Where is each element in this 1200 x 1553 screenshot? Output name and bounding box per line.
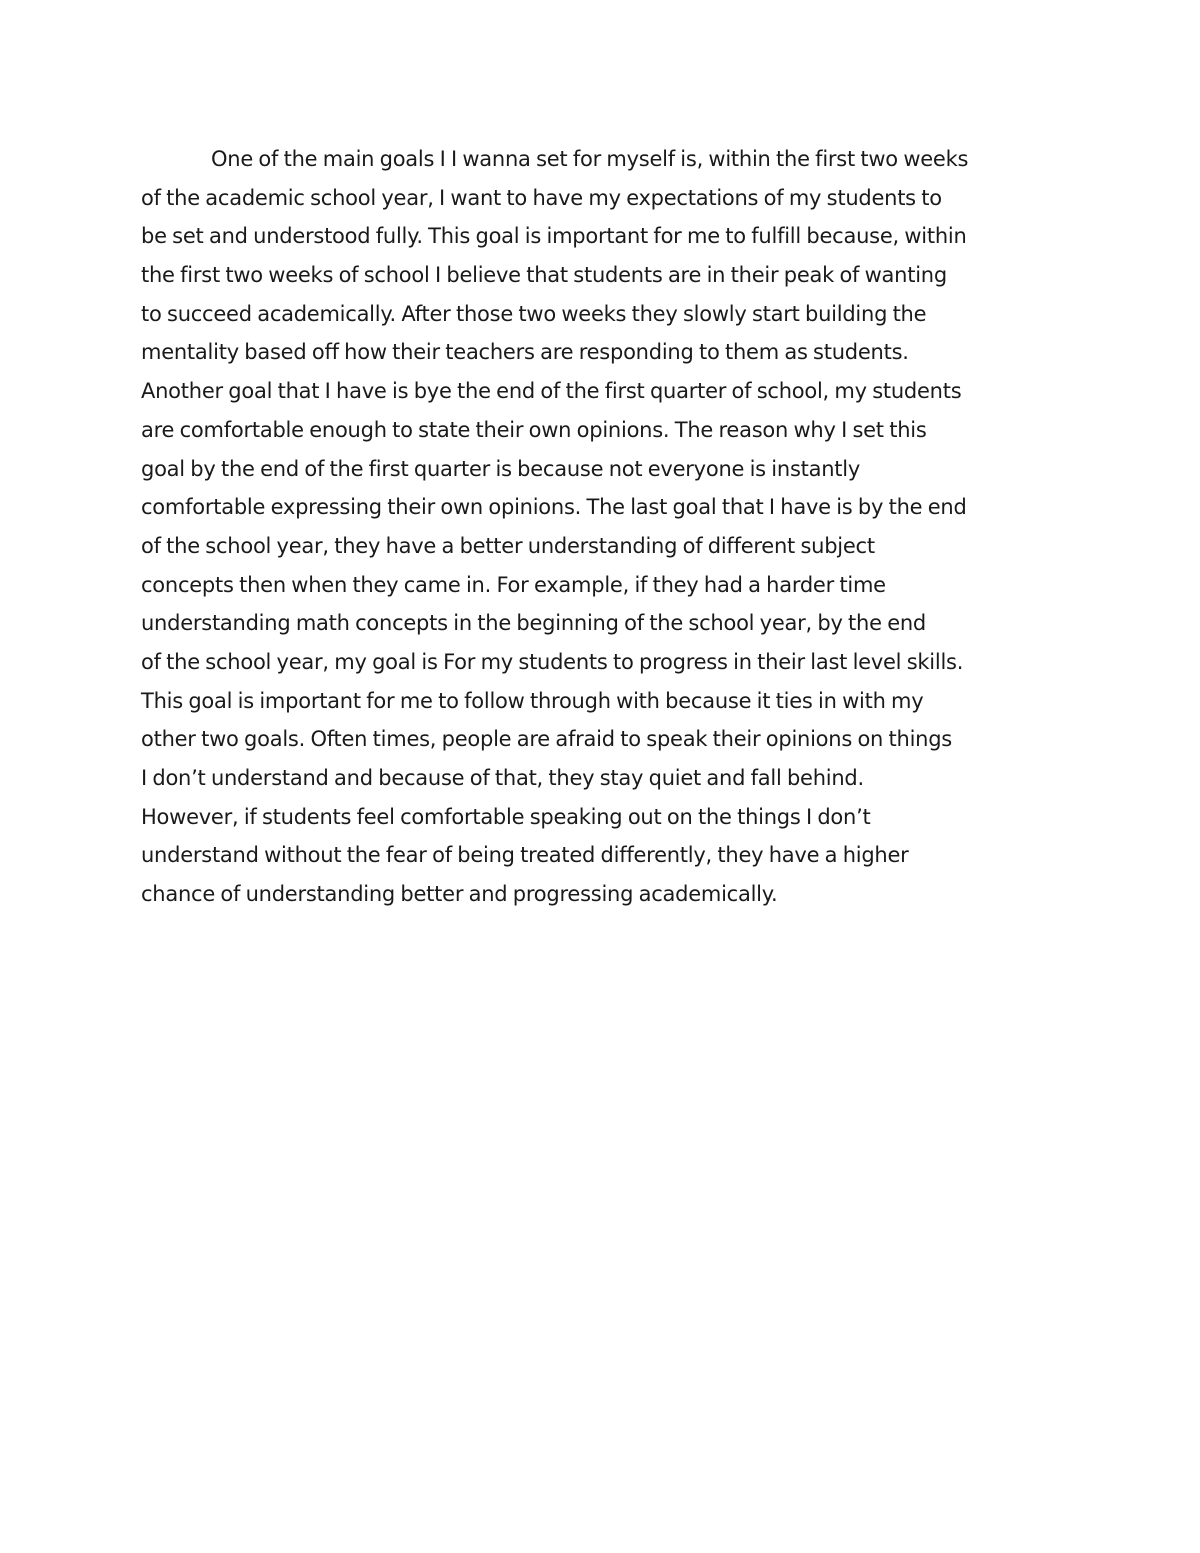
paragraph-line: Another goal that I have is bye the end of the first quarter of school, my students [141,379,962,404]
paragraph-line: I don’t understand and because of that, they stay quiet and fall behind. [141,766,864,790]
paragraph-line: chance of understanding better and progressing academically. [141,882,778,907]
paragraph-line: goal by the end of the first quarter is because not everyone is instantly [141,456,861,481]
paragraph-line: understanding math concepts in the beginning of the school year, by the end [141,611,927,636]
paragraph-line: This goal is important for me to follow through with because it ties in with my [141,688,924,713]
paragraph-line: understand without the fear of being treated differently, they have a higher [141,843,909,868]
paragraph-line: other two goals. Often times, people are afraid to speak their opinions on things [141,727,952,752]
paragraph-line: the first two weeks of school I believe that students are in their peak of wanting [141,263,947,288]
paragraph-line: mentality based off how their teachers are responding to them as students. [141,340,909,365]
paragraph-line: of the school year, my goal is For my students to progress in their last level skills. [141,649,964,674]
paragraph-line: However, if students feel comfortable speaking out on the things I don’t [141,804,871,829]
paragraph-line: concepts then when they came in. For example, if they had a harder time [141,572,886,597]
paragraph-line: are comfortable enough to state their own opinions. The reason why I set this [141,417,927,442]
paragraph-line: comfortable expressing their own opinions. The last goal that I have is by the end [141,495,967,520]
paragraph-line: be set and understood fully. This goal is important for me to fulfill because, within [141,224,967,249]
paragraph-line: of the school year, they have a better understanding of different subject [141,533,875,558]
paragraph-line: of the academic school year, I want to have my expectations of my students to [141,185,942,210]
body-paragraph [141,140,1101,914]
paragraph-line: One of the main goals I I wanna set for myself is, within the first two weeks [211,147,969,171]
paragraph-line: to succeed academically. After those two weeks they slowly start building the [141,301,927,326]
